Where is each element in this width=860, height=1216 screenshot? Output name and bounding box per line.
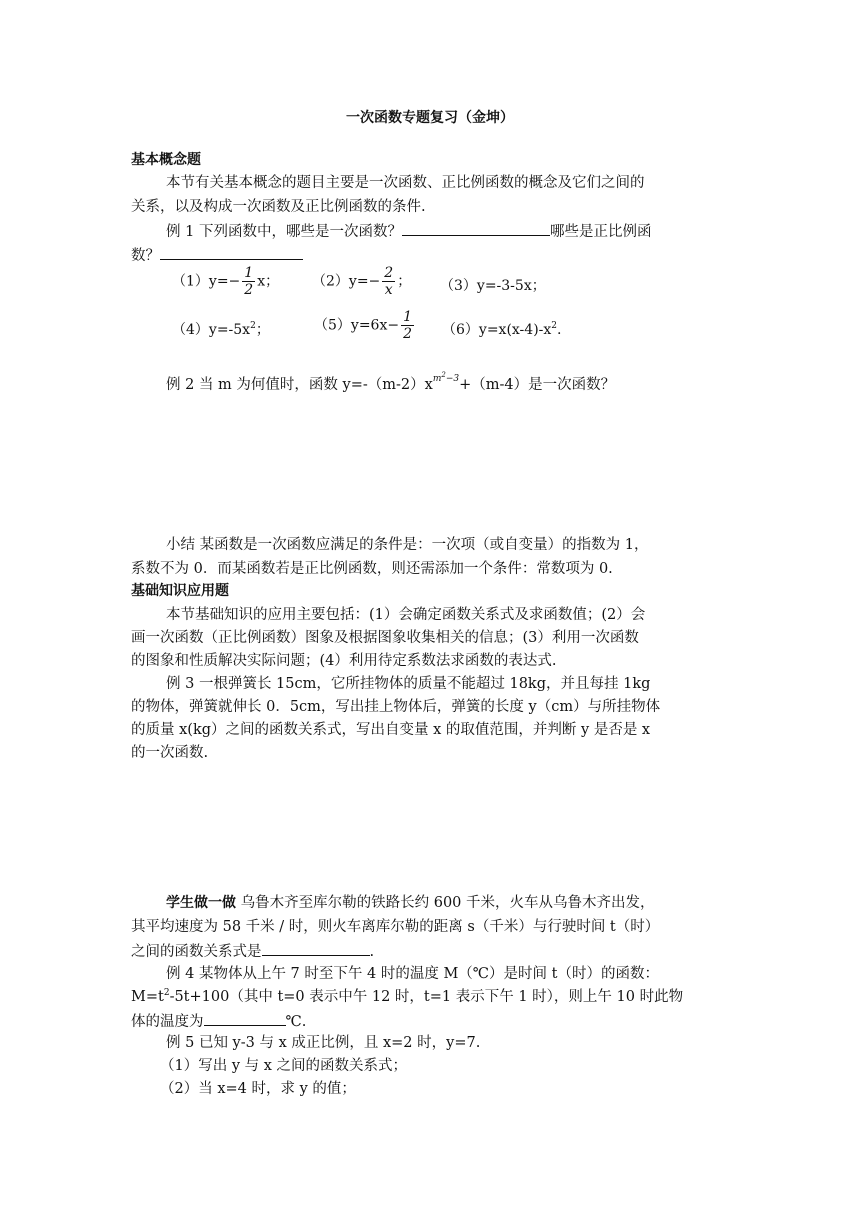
answer-blank[interactable] (160, 244, 303, 260)
function-item-5: （5）y=6x− $\frac{1}{2}$ (314, 309, 413, 342)
student-exercise-line: 学生做一做 乌鲁木齐至库尔勒的铁路长约 600 千米，火车从乌鲁木齐出发， (166, 895, 655, 911)
example-3-line: 的质量 x(kg）之间的函数关系式，写出自变量 x 的取值范围，并判断 y 是否是 x (131, 722, 651, 738)
section-intro-line: 关系，以及构成一次函数及正比例函数的条件. (131, 199, 426, 215)
example-1-text: 数？ (131, 248, 160, 264)
example-4-line: 体的温度为 ℃. (131, 1010, 306, 1032)
section-heading-application: 基础知识应用题 (131, 583, 229, 599)
example-4-line: 例 4 某物体从上午 7 时至下午 4 时的温度 M（℃）是时间 t（时）的函数： (166, 966, 659, 982)
fraction: $\frac{2}{x}$ (384, 265, 394, 298)
example-1-text: 哪些是正比例函 (549, 224, 652, 240)
section-intro-line: 画一次函数（正比例函数）图象及根据图象收集相关的信息；(3）利用一次函数 (131, 630, 639, 646)
function-item-4: $(4)y=-5x^2$； (172, 321, 270, 338)
answer-blank[interactable] (262, 940, 370, 956)
student-exercise-line: 其平均速度为 58 千米 / 时，则火车离库尔勒的距离 s（千米）与行驶时间 t（时） (131, 919, 660, 935)
section-intro-line: 本节基础知识的应用主要包括：(1）会确定函数关系式及求函数值；(2）会 (166, 607, 646, 623)
example-3-line: 的物体，弹簧就伸长 0．5cm，写出挂上物体后，弹簧的长度 y（cm）与所挂物体 (131, 699, 661, 715)
example-5-line: 例 5 已知 y-3 与 x 成正比例，且 x=2 时，y=7. (166, 1035, 481, 1051)
example-5-subquestion: （1）写出 y 与 x 之间的函数关系式； (160, 1058, 408, 1074)
student-exercise-label: 学生做一做 (166, 895, 236, 911)
function-item-1: （1）y=− $\frac{1}{2}$ x； (172, 265, 280, 298)
answer-blank[interactable] (402, 220, 550, 236)
section-intro-line: 的图象和性质解决实际问题；(4）利用待定系数法求函数的表达式. (131, 653, 557, 669)
answer-blank[interactable] (204, 1010, 286, 1026)
example-1-question-cont (131, 244, 303, 266)
function-item-3: （3）y=-3-5x； (440, 278, 546, 294)
function-item-2: （2）y=− $\frac{2}{x}$ ； (312, 265, 412, 298)
exponent: m2−3 (432, 371, 460, 384)
fraction: $\frac{1}{2}$ (403, 309, 413, 342)
summary-line: 系数不为 0．而某函数若是正比例函数，则还需添加一个条件：常数项为 0. (131, 561, 613, 577)
example-3-line: 的一次函数. (131, 745, 209, 761)
example-1-question (166, 220, 651, 242)
example-5-subquestion: （2）当 x=4 时，求 y 的值； (160, 1081, 356, 1097)
example-4-line: $M=t^2-5t+100$（其中 t=0 表示中午 12 时，t=1 表示下午 1 时），则上午 10 时此物 (131, 988, 684, 1005)
page-title: 一次函数专题复习（金坤） (346, 110, 514, 126)
fraction: $\frac{1}{2}$ (244, 265, 254, 298)
example-1-text: 例 1 下列函数中，哪些是一次函数？ (166, 224, 402, 240)
example-2-question: 例 2 当 m 为何值时，函数 $y=-(m-2)x^{m^2-3}+(m-4)$是一次函数？ (166, 371, 616, 393)
section-intro-line: 本节有关基本概念的题目主要是一次函数、正比例函数的概念及它们之间的 (166, 175, 645, 191)
section-heading-basic-concepts: 基本概念题 (131, 152, 201, 168)
summary-line: 小结 某函数是一次函数应满足的条件是：一次项（或自变量）的指数为 1， (166, 537, 649, 553)
example-3-line: 例 3 一根弹簧长 15cm，它所挂物体的质量不能超过 18kg，并且每挂 1kg (166, 676, 651, 692)
function-item-6: $(6)y=x(x-4)-x^2$. (442, 321, 562, 338)
student-exercise-line: 之间的函数关系式是 . (131, 940, 374, 962)
